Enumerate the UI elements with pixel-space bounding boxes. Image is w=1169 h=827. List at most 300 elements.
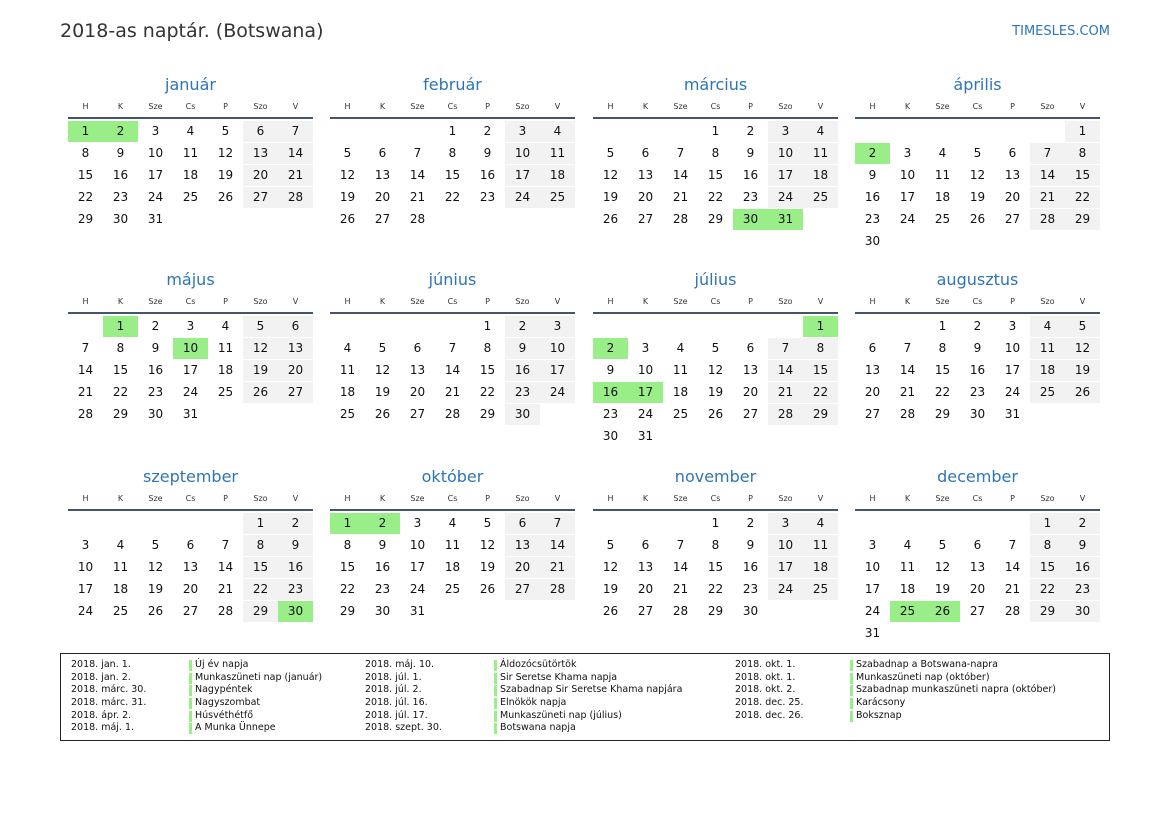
day-cell: 11 bbox=[803, 535, 838, 556]
weekday-label: Sze bbox=[148, 494, 163, 503]
day-cell: 26 bbox=[707, 407, 724, 421]
day-cell: 25 bbox=[540, 187, 575, 208]
legend-holiday-name: Húsvéthétfő bbox=[189, 710, 322, 723]
day-cell: 16 bbox=[112, 168, 129, 182]
weekday-label: K bbox=[642, 297, 649, 306]
weekday-label: Szo bbox=[515, 297, 530, 306]
day-cell: 27 bbox=[637, 604, 654, 618]
day-cell: 13 bbox=[409, 363, 426, 377]
day-cell: 10 bbox=[540, 338, 575, 359]
weekday-label: H bbox=[344, 102, 351, 111]
day-cell: 12 bbox=[217, 146, 234, 160]
day-cell: 14 bbox=[217, 560, 234, 574]
header-divider bbox=[330, 117, 575, 119]
day-cell: 9 bbox=[746, 538, 755, 552]
legend-holiday-name: Nagyszombat bbox=[189, 697, 322, 710]
day-cell: 4 bbox=[938, 146, 947, 160]
day-cell: 14 bbox=[1004, 560, 1021, 574]
brand-link[interactable]: TIMESLES.COM bbox=[1012, 24, 1110, 39]
day-cell: 16 bbox=[1065, 557, 1100, 578]
weekday-label: P bbox=[485, 102, 490, 111]
day-cell: 23 bbox=[864, 212, 881, 226]
day-cell: 10 bbox=[505, 143, 540, 164]
holiday-day: 1 bbox=[330, 513, 365, 534]
day-cell: 27 bbox=[243, 187, 278, 208]
weekday-label: K bbox=[379, 494, 386, 503]
weekday-label: P bbox=[748, 297, 753, 306]
day-cell: 27 bbox=[182, 604, 199, 618]
day-cell: 26 bbox=[479, 582, 496, 596]
day-cell: 3 bbox=[81, 538, 90, 552]
weekday-label: V bbox=[292, 297, 299, 306]
weekday-label: Szo bbox=[253, 494, 268, 503]
weekday-header bbox=[593, 295, 838, 312]
day-cell: 27 bbox=[409, 407, 426, 421]
day-cell: 13 bbox=[969, 560, 986, 574]
legend-date: 2018. márc. 30. bbox=[71, 684, 147, 696]
day-cell: 17 bbox=[540, 360, 575, 381]
day-cell: 12 bbox=[969, 168, 986, 182]
day-cell: 12 bbox=[243, 338, 278, 359]
day-cell: 31 bbox=[637, 429, 654, 443]
day-cell: 13 bbox=[637, 560, 654, 574]
holiday-day: 1 bbox=[103, 316, 138, 337]
day-cell: 24 bbox=[1004, 385, 1021, 399]
day-cell: 3 bbox=[505, 121, 540, 142]
weekday-label: P bbox=[1010, 494, 1015, 503]
day-cell: 12 bbox=[934, 560, 951, 574]
day-cell: 23 bbox=[147, 385, 164, 399]
weekday-label: Cs bbox=[710, 102, 721, 111]
day-cell: 1 bbox=[483, 319, 492, 333]
day-cell: 16 bbox=[479, 168, 496, 182]
weekday-label: K bbox=[379, 297, 386, 306]
weekday-label: V bbox=[817, 494, 824, 503]
weekday-header bbox=[593, 492, 838, 509]
day-cell: 4 bbox=[540, 121, 575, 142]
month-1 bbox=[68, 74, 313, 226]
day-cell: 7 bbox=[278, 121, 313, 142]
weekday-label: H bbox=[607, 297, 614, 306]
legend-names-1 bbox=[189, 659, 322, 735]
day-cell: 4 bbox=[676, 341, 685, 355]
day-cell: 13 bbox=[278, 338, 313, 359]
day-cell: 4 bbox=[186, 124, 195, 138]
day-cell: 12 bbox=[479, 538, 496, 552]
day-cell: 29 bbox=[479, 407, 496, 421]
day-cell: 31 bbox=[182, 407, 199, 421]
holiday-day: 17 bbox=[628, 382, 663, 403]
day-cell: 31 bbox=[1004, 407, 1021, 421]
day-cell: 28 bbox=[217, 604, 234, 618]
legend-date: 2018. dec. 25. bbox=[735, 697, 804, 709]
weekday-label: Szo bbox=[778, 297, 793, 306]
day-cell: 13 bbox=[864, 363, 881, 377]
day-cell: 28 bbox=[899, 407, 916, 421]
day-cell: 20 bbox=[409, 385, 426, 399]
day-cell: 29 bbox=[1030, 601, 1065, 622]
day-cell: 16 bbox=[505, 360, 540, 381]
day-cell: 21 bbox=[278, 165, 313, 186]
day-cell: 18 bbox=[339, 385, 356, 399]
legend-holiday-name: Szabadnap a Botswana-napra bbox=[850, 659, 1056, 672]
day-cell: 11 bbox=[540, 143, 575, 164]
day-cell: 24 bbox=[540, 382, 575, 403]
day-cell: 8 bbox=[81, 146, 90, 160]
weekday-label: K bbox=[642, 494, 649, 503]
day-cell: 9 bbox=[116, 146, 125, 160]
legend-date: 2018. júl. 16. bbox=[365, 697, 428, 709]
page-title: 2018-as naptár. (Botswana) bbox=[60, 20, 324, 42]
day-cell: 22 bbox=[339, 582, 356, 596]
day-cell: 19 bbox=[602, 190, 619, 204]
day-cell: 8 bbox=[711, 146, 720, 160]
day-cell: 4 bbox=[448, 516, 457, 530]
day-cell: 25 bbox=[1030, 382, 1065, 403]
day-cell: 15 bbox=[934, 363, 951, 377]
weekday-label: H bbox=[82, 297, 89, 306]
day-cell: 15 bbox=[803, 360, 838, 381]
day-cell: 16 bbox=[374, 560, 391, 574]
day-cell: 18 bbox=[540, 165, 575, 186]
day-cell: 17 bbox=[182, 363, 199, 377]
month-8 bbox=[855, 269, 1100, 421]
day-cell: 4 bbox=[1030, 316, 1065, 337]
weekday-label: Sze bbox=[673, 297, 688, 306]
day-cell: 7 bbox=[81, 341, 90, 355]
day-cell: 30 bbox=[602, 429, 619, 443]
weekday-label: Szo bbox=[778, 102, 793, 111]
day-cell: 20 bbox=[505, 557, 540, 578]
day-cell: 28 bbox=[77, 407, 94, 421]
holiday-day: 1 bbox=[68, 121, 103, 142]
day-cell: 25 bbox=[217, 385, 234, 399]
weekday-label: Cs bbox=[185, 102, 196, 111]
day-cell: 11 bbox=[112, 560, 129, 574]
day-cell: 4 bbox=[221, 319, 230, 333]
day-cell: 24 bbox=[637, 407, 654, 421]
weekday-header bbox=[68, 492, 313, 509]
holiday-day: 31 bbox=[768, 209, 803, 230]
month-12 bbox=[855, 466, 1100, 640]
day-cell: 18 bbox=[444, 560, 461, 574]
day-cell: 25 bbox=[803, 579, 838, 600]
day-cell: 11 bbox=[182, 146, 199, 160]
day-cell: 23 bbox=[742, 582, 759, 596]
day-cell: 10 bbox=[768, 143, 803, 164]
weekday-label: H bbox=[82, 102, 89, 111]
holiday-day: 10 bbox=[173, 338, 208, 359]
weekday-label: P bbox=[223, 297, 228, 306]
month-6 bbox=[330, 269, 575, 421]
legend-holiday-name: A Munka Ünnepe bbox=[189, 722, 322, 735]
day-cell: 9 bbox=[868, 168, 877, 182]
day-cell: 28 bbox=[1030, 209, 1065, 230]
legend-names-2 bbox=[494, 659, 682, 735]
day-cell: 24 bbox=[409, 582, 426, 596]
day-cell: 9 bbox=[505, 338, 540, 359]
day-cell: 13 bbox=[505, 535, 540, 556]
day-cell: 31 bbox=[147, 212, 164, 226]
day-cell: 8 bbox=[938, 341, 947, 355]
day-cell: 2 bbox=[483, 124, 492, 138]
day-cell: 1 bbox=[243, 513, 278, 534]
day-cell: 28 bbox=[409, 212, 426, 226]
day-cell: 20 bbox=[742, 385, 759, 399]
day-cell: 31 bbox=[864, 626, 881, 640]
day-cell: 16 bbox=[742, 560, 759, 574]
weekday-label: V bbox=[554, 102, 561, 111]
weekday-header bbox=[68, 100, 313, 117]
day-cell: 2 bbox=[1065, 513, 1100, 534]
day-cell: 21 bbox=[540, 557, 575, 578]
day-cell: 5 bbox=[606, 146, 615, 160]
day-cell: 20 bbox=[243, 165, 278, 186]
day-cell: 22 bbox=[707, 582, 724, 596]
day-cell: 14 bbox=[672, 168, 689, 182]
weekday-label: Sze bbox=[148, 102, 163, 111]
day-cell: 19 bbox=[1065, 360, 1100, 381]
weekday-label: P bbox=[748, 102, 753, 111]
day-cell: 23 bbox=[278, 579, 313, 600]
legend-date: 2018. júl. 1. bbox=[365, 671, 422, 683]
day-cell: 1 bbox=[1065, 121, 1100, 142]
day-cell: 22 bbox=[112, 385, 129, 399]
day-cell: 11 bbox=[899, 560, 916, 574]
day-cell: 5 bbox=[483, 516, 492, 530]
day-cell: 23 bbox=[112, 190, 129, 204]
legend-date: 2018. márc. 31. bbox=[71, 697, 147, 709]
weekday-label: Sze bbox=[410, 494, 425, 503]
weekday-header bbox=[855, 492, 1100, 509]
day-cell: 5 bbox=[151, 538, 160, 552]
header-divider bbox=[855, 117, 1100, 119]
day-cell: 9 bbox=[378, 538, 387, 552]
day-cell: 12 bbox=[707, 363, 724, 377]
day-cell: 14 bbox=[899, 363, 916, 377]
day-cell: 13 bbox=[374, 168, 391, 182]
month-name: október bbox=[421, 467, 484, 486]
day-cell: 29 bbox=[707, 604, 724, 618]
day-cell: 28 bbox=[672, 604, 689, 618]
legend-dates-1 bbox=[71, 659, 146, 735]
day-cell: 25 bbox=[444, 582, 461, 596]
month-11 bbox=[593, 466, 838, 618]
day-cell: 29 bbox=[243, 601, 278, 622]
day-cell: 6 bbox=[1008, 146, 1017, 160]
day-cell: 8 bbox=[448, 146, 457, 160]
month-7 bbox=[593, 269, 838, 443]
day-cell: 21 bbox=[1030, 187, 1065, 208]
day-cell: 22 bbox=[77, 190, 94, 204]
day-cell: 18 bbox=[672, 385, 689, 399]
month-3 bbox=[593, 74, 838, 226]
day-cell: 18 bbox=[899, 582, 916, 596]
day-cell: 13 bbox=[742, 363, 759, 377]
legend-holiday-name: Új év napja bbox=[189, 659, 322, 672]
day-cell: 7 bbox=[540, 513, 575, 534]
day-cell: 9 bbox=[746, 146, 755, 160]
day-cell: 3 bbox=[1008, 319, 1017, 333]
day-cell: 8 bbox=[1065, 143, 1100, 164]
day-cell: 24 bbox=[182, 385, 199, 399]
day-cell: 25 bbox=[339, 407, 356, 421]
holiday-day: 2 bbox=[855, 143, 890, 164]
day-cell: 29 bbox=[1065, 209, 1100, 230]
day-cell: 15 bbox=[339, 560, 356, 574]
day-cell: 26 bbox=[1065, 382, 1100, 403]
day-cell: 19 bbox=[934, 582, 951, 596]
day-cell: 6 bbox=[505, 513, 540, 534]
day-cell: 12 bbox=[602, 560, 619, 574]
day-cell: 19 bbox=[339, 190, 356, 204]
legend-holiday-name: Boksznap bbox=[850, 710, 1056, 723]
day-cell: 21 bbox=[409, 190, 426, 204]
weekday-label: Sze bbox=[148, 297, 163, 306]
day-cell: 19 bbox=[479, 560, 496, 574]
day-cell: 23 bbox=[602, 407, 619, 421]
day-cell: 7 bbox=[768, 338, 803, 359]
day-cell: 25 bbox=[182, 190, 199, 204]
day-cell: 17 bbox=[77, 582, 94, 596]
day-cell: 23 bbox=[479, 190, 496, 204]
day-cell: 16 bbox=[742, 168, 759, 182]
day-cell: 15 bbox=[1030, 557, 1065, 578]
day-cell: 31 bbox=[409, 604, 426, 618]
legend-date: 2018. máj. 10. bbox=[365, 659, 435, 670]
weekday-label: P bbox=[485, 297, 490, 306]
day-cell: 21 bbox=[768, 382, 803, 403]
weekday-label: Cs bbox=[185, 297, 196, 306]
weekday-label: V bbox=[817, 297, 824, 306]
weekday-label: Szo bbox=[253, 102, 268, 111]
day-cell: 14 bbox=[444, 363, 461, 377]
day-cell: 26 bbox=[602, 212, 619, 226]
day-cell: 6 bbox=[641, 146, 650, 160]
day-cell: 17 bbox=[1004, 363, 1021, 377]
day-cell: 20 bbox=[374, 190, 391, 204]
header-divider bbox=[593, 312, 838, 314]
legend-date: 2018. jan. 2. bbox=[71, 671, 131, 683]
day-cell: 6 bbox=[746, 341, 755, 355]
day-cell: 26 bbox=[374, 407, 391, 421]
legend-date: 2018. jan. 1. bbox=[71, 659, 131, 670]
day-cell: 3 bbox=[768, 513, 803, 534]
legend-holiday-name: Elnökök napja bbox=[494, 697, 682, 710]
holiday-day: 2 bbox=[103, 121, 138, 142]
day-cell: 1 bbox=[711, 516, 720, 530]
day-cell: 19 bbox=[217, 168, 234, 182]
month-5 bbox=[68, 269, 313, 421]
day-cell: 8 bbox=[803, 338, 838, 359]
day-cell: 14 bbox=[409, 168, 426, 182]
month-name: július bbox=[694, 270, 737, 289]
day-cell: 27 bbox=[969, 604, 986, 618]
month-2 bbox=[330, 74, 575, 226]
day-cell: 30 bbox=[969, 407, 986, 421]
day-cell: 17 bbox=[147, 168, 164, 182]
day-cell: 23 bbox=[742, 190, 759, 204]
day-cell: 8 bbox=[343, 538, 352, 552]
header-divider bbox=[593, 117, 838, 119]
day-cell: 3 bbox=[903, 146, 912, 160]
holiday-day: 1 bbox=[803, 316, 838, 337]
header-divider bbox=[68, 312, 313, 314]
day-cell: 11 bbox=[339, 363, 356, 377]
weekday-label: Cs bbox=[972, 494, 983, 503]
day-cell: 27 bbox=[864, 407, 881, 421]
day-cell: 5 bbox=[938, 538, 947, 552]
day-cell: 12 bbox=[602, 168, 619, 182]
holiday-day: 30 bbox=[733, 209, 768, 230]
day-cell: 3 bbox=[151, 124, 160, 138]
weekday-label: Cs bbox=[710, 297, 721, 306]
weekday-label: V bbox=[292, 102, 299, 111]
day-cell: 4 bbox=[803, 513, 838, 534]
weekday-label: K bbox=[904, 102, 911, 111]
weekday-header bbox=[330, 492, 575, 509]
weekday-label: Cs bbox=[447, 297, 458, 306]
weekday-label: V bbox=[554, 494, 561, 503]
holiday-day: 16 bbox=[593, 382, 628, 403]
weekday-label: Sze bbox=[410, 297, 425, 306]
day-cell: 28 bbox=[672, 212, 689, 226]
day-cell: 20 bbox=[637, 582, 654, 596]
weekday-label: Szo bbox=[515, 494, 530, 503]
day-cell: 23 bbox=[374, 582, 391, 596]
weekday-label: Szo bbox=[515, 102, 530, 111]
day-cell: 7 bbox=[1008, 538, 1017, 552]
day-cell: 14 bbox=[77, 363, 94, 377]
month-name: január bbox=[165, 75, 216, 94]
day-cell: 26 bbox=[243, 382, 278, 403]
day-cell: 24 bbox=[864, 604, 881, 618]
day-cell: 15 bbox=[243, 557, 278, 578]
day-cell: 10 bbox=[864, 560, 881, 574]
day-cell: 10 bbox=[768, 535, 803, 556]
day-cell: 26 bbox=[339, 212, 356, 226]
day-cell: 1 bbox=[711, 124, 720, 138]
day-cell: 5 bbox=[973, 146, 982, 160]
weekday-label: V bbox=[817, 102, 824, 111]
month-name: június bbox=[428, 270, 477, 289]
day-cell: 21 bbox=[899, 385, 916, 399]
day-cell: 29 bbox=[934, 407, 951, 421]
legend-holiday-name: Nagypéntek bbox=[189, 684, 322, 697]
weekday-header bbox=[855, 100, 1100, 117]
weekday-label: Szo bbox=[1040, 297, 1055, 306]
weekday-header bbox=[330, 100, 575, 117]
month-name: május bbox=[166, 270, 215, 289]
day-cell: 7 bbox=[676, 146, 685, 160]
day-cell: 15 bbox=[77, 168, 94, 182]
day-cell: 2 bbox=[505, 316, 540, 337]
day-cell: 17 bbox=[864, 582, 881, 596]
day-cell: 27 bbox=[742, 407, 759, 421]
weekday-label: Szo bbox=[1040, 102, 1055, 111]
weekday-label: P bbox=[748, 494, 753, 503]
day-cell: 7 bbox=[221, 538, 230, 552]
day-cell: 8 bbox=[243, 535, 278, 556]
legend-dates-2 bbox=[365, 659, 442, 735]
day-cell: 8 bbox=[1030, 535, 1065, 556]
day-cell: 7 bbox=[413, 146, 422, 160]
legend-holiday-name: Botswana napja bbox=[494, 722, 682, 735]
day-cell: 26 bbox=[147, 604, 164, 618]
day-cell: 1 bbox=[1030, 513, 1065, 534]
legend-holiday-name: Munkaszüneti nap (október) bbox=[850, 672, 1056, 685]
weekday-label: V bbox=[1079, 494, 1086, 503]
